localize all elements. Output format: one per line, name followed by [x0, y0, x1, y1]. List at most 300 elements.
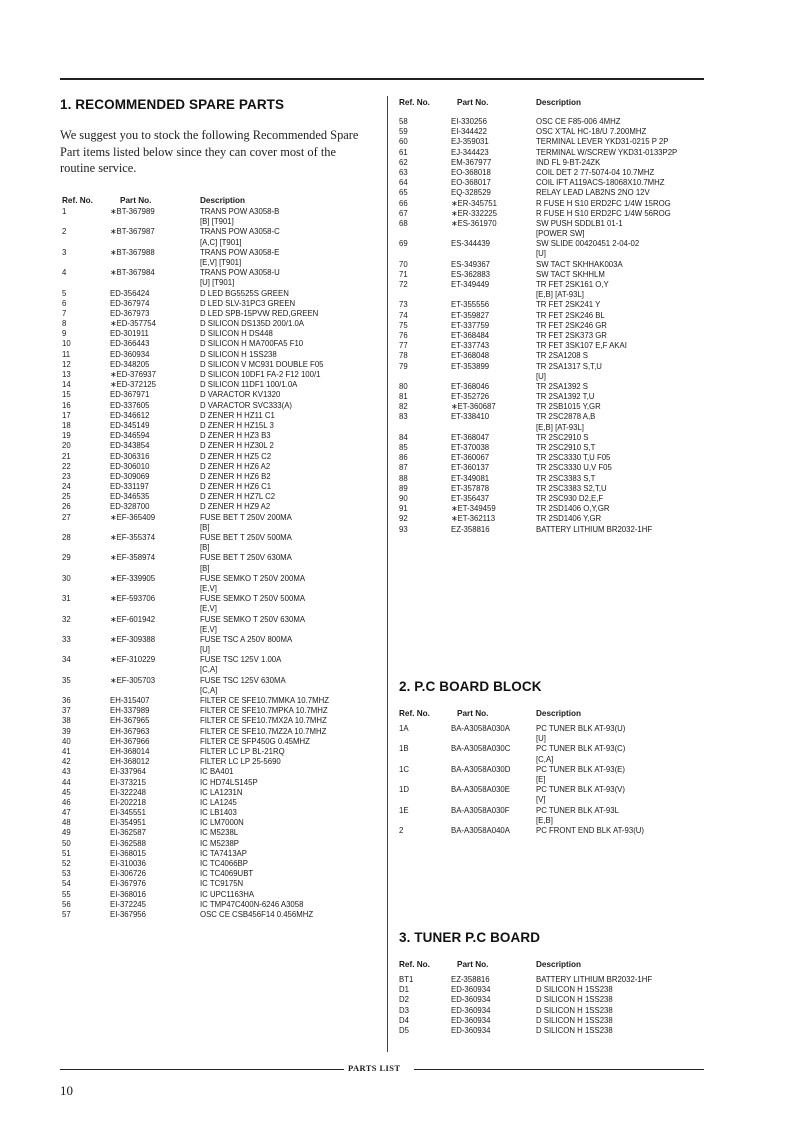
cell-description: PC TUNER BLK AT-93L	[536, 805, 619, 815]
table-row	[62, 289, 382, 299]
cell-part-no: BA-A3058A030D	[451, 764, 511, 774]
cell-ref-no: 41	[62, 746, 71, 756]
cell-description: [U] [T901]	[200, 278, 235, 288]
cell-ref-no: D1	[399, 985, 409, 995]
cell-description: D LED SPB-15PVW RED,GREEN	[200, 308, 319, 318]
cell-description: TRANS POW A3058-U	[200, 268, 280, 278]
cell-part-no: ∗EF-355374	[110, 533, 156, 542]
table-row	[399, 168, 704, 178]
cell-description: R FUSE H S10 ERD2FC 1/4W 15ROG	[536, 198, 671, 208]
cell-ref-no: D5	[399, 1025, 409, 1035]
table-row	[399, 995, 704, 1005]
cell-description: OSC X'TAL HC-18/U 7.200MHZ	[536, 127, 647, 137]
cell-part-no: ∗ER-345751	[451, 198, 497, 208]
cell-part-no: ED-306010	[110, 461, 150, 471]
header-ref-no: Ref. No.	[399, 709, 430, 718]
table-row	[399, 816, 704, 826]
cell-ref-no: BT1	[399, 975, 414, 984]
cell-part-no: EO-368017	[451, 178, 491, 188]
cell-description: IC LA1231N	[200, 787, 243, 797]
cell-ref-no: 26	[62, 502, 71, 512]
cell-description: FILTER LC LP BL-21RQ	[200, 746, 285, 756]
cell-ref-no: 50	[62, 838, 71, 848]
table-header	[399, 708, 704, 720]
table-row	[62, 890, 382, 900]
table-row	[62, 411, 382, 421]
cell-part-no: EH-368012	[110, 757, 150, 767]
cell-ref-no: 74	[399, 310, 408, 320]
cell-ref-no: 84	[399, 432, 408, 442]
table-row	[62, 543, 382, 553]
cell-part-no: EJ-359031	[451, 137, 489, 147]
cell-part-no: EM-367977	[451, 157, 492, 167]
table-row	[399, 474, 704, 484]
table-row	[399, 270, 704, 280]
cell-ref-no: 38	[62, 716, 71, 726]
table-row	[399, 806, 704, 816]
table-row	[62, 686, 382, 696]
table-row	[399, 1006, 704, 1016]
table-row	[62, 737, 382, 747]
cell-part-no: ∗ET-360687	[451, 402, 496, 412]
cell-description: TERMINAL W/SCREW YKD31-0133P2P	[536, 147, 678, 157]
table-row	[399, 785, 704, 795]
table-row	[62, 278, 382, 288]
table-row	[62, 350, 382, 360]
cell-part-no: EJ-344423	[451, 147, 489, 157]
cell-description: IC LM7000N	[200, 818, 244, 828]
cell-part-no: BA-A3058A030F	[451, 805, 510, 815]
cell-description: TERMINAL LEVER YKD31-0215 P 2P	[536, 137, 669, 147]
cell-part-no: EI-372245	[110, 899, 146, 909]
table-row	[399, 765, 704, 775]
cell-description: D LED BG5525S GREEN	[200, 288, 289, 298]
cell-ref-no: 49	[62, 828, 71, 838]
cell-description: [C,A]	[200, 685, 218, 695]
header-description: Description	[200, 196, 246, 205]
cell-part-no: ET-368484	[451, 330, 490, 340]
cell-description: TR 2SA1392 T,U	[536, 392, 595, 402]
table-row	[62, 635, 382, 645]
cell-part-no: EI-354951	[110, 818, 146, 828]
cell-ref-no: 15	[62, 390, 71, 400]
cell-part-no: ED-337605	[110, 400, 150, 410]
cell-description: FILTER LC LP 25-5690	[200, 757, 281, 767]
cell-part-no: EI-306726	[110, 869, 146, 879]
table-row	[62, 716, 382, 726]
table-row	[399, 985, 704, 995]
cell-ref-no: 77	[399, 341, 408, 351]
cell-part-no: ED-345149	[110, 420, 150, 430]
table-body	[399, 724, 704, 836]
cell-part-no: ∗ET-349459	[451, 504, 496, 514]
cell-description: TR 2SC3330 U,V F05	[536, 463, 612, 473]
page-number: 10	[60, 1083, 73, 1098]
cell-description: D SILICON H MA700FA5 F10	[200, 339, 304, 349]
cell-ref-no: 83	[399, 412, 408, 422]
cell-part-no: ET-352726	[451, 392, 490, 402]
cell-ref-no: 1E	[399, 805, 409, 815]
cell-part-no: ∗ES-361970	[451, 218, 497, 228]
cell-part-no: ∗BT-367987	[110, 227, 155, 237]
cell-ref-no: 35	[62, 675, 71, 685]
table-row	[399, 443, 704, 453]
table-body	[399, 975, 704, 1036]
table-row	[62, 319, 382, 329]
cell-description: SW TACT SKHHLM	[536, 269, 605, 279]
cell-description: TR FET 2SK246 GR	[536, 320, 607, 330]
cell-description: [C,A]	[200, 665, 218, 675]
table-row	[399, 494, 704, 504]
cell-part-no: ED-343854	[110, 441, 150, 451]
cell-description: PC FRONT END BLK AT-93(U)	[536, 825, 645, 835]
cell-part-no: ED-367971	[110, 390, 150, 400]
cell-ref-no: 1	[62, 207, 67, 216]
cell-ref-no: 1D	[399, 785, 409, 795]
table-row	[62, 859, 382, 869]
cell-part-no: ET-359827	[451, 310, 490, 320]
cell-description: IC M5238L	[200, 828, 239, 838]
cell-ref-no: 2	[62, 227, 67, 237]
table-row	[399, 1026, 704, 1036]
cell-part-no: EI-367956	[110, 909, 146, 919]
table-header	[399, 97, 704, 109]
cell-part-no: ∗EF-358974	[110, 553, 156, 563]
table-row	[399, 300, 704, 310]
cell-description: D SILICON H 1SS238	[536, 995, 613, 1005]
column-divider	[387, 96, 388, 1052]
cell-part-no: ES-344439	[451, 239, 491, 249]
cell-description: D VARACTOR SVC333(A)	[200, 400, 292, 410]
cell-description: D ZENER H HZ3 B3	[200, 431, 271, 441]
table-row	[62, 615, 382, 625]
cell-part-no: ET-360137	[451, 463, 490, 473]
table-row	[399, 423, 704, 433]
cell-part-no: ∗BT-367989	[110, 207, 155, 216]
cell-description: FILTER CE SFE10.7MPKA 10.7MHZ	[200, 706, 328, 716]
cell-description: [E,V]	[200, 624, 217, 634]
table-row	[399, 1016, 704, 1026]
cell-ref-no: 76	[399, 330, 408, 340]
cell-ref-no: D3	[399, 1005, 409, 1015]
cell-ref-no: 73	[399, 300, 408, 310]
cell-part-no: EH-367966	[110, 736, 150, 746]
cell-part-no: EH-337989	[110, 706, 150, 716]
cell-part-no: ED-367973	[110, 308, 150, 318]
table-row	[62, 380, 382, 390]
table-row	[399, 321, 704, 331]
table-row	[399, 412, 704, 422]
cell-description: [U]	[536, 371, 546, 381]
cell-ref-no: 61	[399, 147, 408, 157]
table-row	[62, 900, 382, 910]
header-ref-no: Ref. No.	[399, 98, 430, 107]
cell-ref-no: 11	[62, 349, 71, 359]
cell-ref-no: 70	[399, 259, 408, 269]
cell-description: SW SLIDE 00420451 2-04-02	[536, 239, 640, 249]
table-row	[399, 795, 704, 805]
cell-description: FUSE TSC 125V 1.00A	[200, 655, 282, 665]
cell-description: IND FL 9-BT-24ZK	[536, 157, 601, 167]
spare-parts-table-right	[399, 97, 704, 535]
table-row	[62, 482, 382, 492]
table-row	[62, 849, 382, 859]
table-row	[62, 441, 382, 451]
table-row	[399, 525, 704, 535]
cell-part-no: ∗ER-332225	[451, 208, 497, 218]
cell-part-no: BA-A3058A030E	[451, 785, 510, 795]
cell-description: TR FET 2SK246 BL	[536, 310, 605, 320]
table-row	[399, 453, 704, 463]
spare-parts-table-left	[62, 195, 382, 920]
cell-ref-no: 8	[62, 319, 67, 329]
cell-description: R FUSE H S10 ERD2FC 1/4W 56ROG	[536, 208, 671, 218]
cell-description: D ZENER H HZ6 B2	[200, 471, 271, 481]
cell-description: TRANS POW A3058-B	[200, 207, 280, 216]
table-row	[62, 258, 382, 268]
cell-description: [E,V]	[200, 583, 217, 593]
cell-description: TR 2SB1015 Y,GR	[536, 402, 601, 412]
cell-description: PC TUNER BLK AT-93(E)	[536, 764, 625, 774]
cell-description: FILTER CE SFE10.7MX2A 10.7MHZ	[200, 716, 327, 726]
cell-description: D SILICON H 1SS238	[536, 985, 613, 995]
cell-ref-no: 58	[399, 117, 408, 126]
cell-ref-no: 91	[399, 504, 408, 514]
cell-ref-no: D4	[399, 1015, 409, 1025]
cell-description: IC UPC1163HA	[200, 889, 255, 899]
cell-description: [POWER SW]	[536, 229, 585, 239]
section-title-tuner-pc-board: 3. TUNER P.C BOARD	[399, 930, 541, 945]
cell-description: FUSE SEMKO T 250V 630MA	[200, 614, 306, 624]
cell-ref-no: 88	[399, 473, 408, 483]
cell-part-no: EI-368015	[110, 848, 146, 858]
cell-ref-no: 25	[62, 492, 71, 502]
cell-description: TRANS POW A3058-E	[200, 247, 280, 257]
cell-description: TR 2SC3383 S,T	[536, 473, 596, 483]
cell-part-no: ED-309069	[110, 471, 150, 481]
table-row	[399, 402, 704, 412]
cell-description: FUSE BET T 250V 630MA	[200, 553, 292, 563]
table-row	[62, 431, 382, 441]
table-row	[62, 421, 382, 431]
cell-ref-no: 9	[62, 329, 67, 339]
cell-part-no: EO-368018	[451, 167, 491, 177]
cell-description: D ZENER H HZ15L 3	[200, 420, 274, 430]
cell-ref-no: 44	[62, 777, 71, 787]
cell-part-no: ∗EF-305703	[110, 675, 156, 685]
cell-part-no: ∗BT-367984	[110, 268, 155, 278]
cell-part-no: ET-368047	[451, 432, 490, 442]
cell-part-no: ∗EF-310229	[110, 655, 156, 665]
cell-description: TR 2SD1406 O,Y,GR	[536, 504, 610, 514]
cell-ref-no: 23	[62, 471, 71, 481]
table-row	[62, 747, 382, 757]
cell-description: TR FET 2SK241 Y	[536, 300, 601, 310]
cell-ref-no: 56	[62, 899, 71, 909]
cell-description: FUSE BET T 250V 500MA	[200, 533, 292, 542]
cell-part-no: EI-337964	[110, 767, 146, 777]
cell-description: [E]	[536, 774, 546, 784]
cell-part-no: ES-349367	[451, 259, 491, 269]
cell-ref-no: 57	[62, 909, 71, 919]
table-row	[62, 910, 382, 920]
cell-ref-no: 21	[62, 451, 71, 461]
table-row	[62, 299, 382, 309]
cell-ref-no: 48	[62, 818, 71, 828]
cell-description: [E,B] [AT-93L]	[536, 290, 584, 300]
cell-part-no: EI-322248	[110, 787, 146, 797]
cell-part-no: ∗EF-339905	[110, 573, 156, 583]
cell-ref-no: 1A	[399, 724, 409, 733]
cell-description: TR 2SC2910 S,T	[536, 443, 596, 452]
cell-ref-no: 4	[62, 268, 67, 278]
cell-part-no: ET-337759	[451, 320, 490, 330]
table-row	[62, 665, 382, 675]
cell-description: TR 2SC930 D2,E,F	[536, 493, 604, 503]
cell-description: [B] [T901]	[200, 217, 234, 227]
cell-description: [U]	[536, 249, 546, 259]
table-row	[62, 625, 382, 635]
cell-ref-no: 6	[62, 298, 67, 308]
cell-description: D SILICON H 1SS238	[536, 1015, 613, 1025]
table-row	[62, 217, 382, 227]
cell-ref-no: 46	[62, 797, 71, 807]
table-row	[399, 341, 704, 351]
cell-part-no: EH-367965	[110, 716, 150, 726]
cell-ref-no: 7	[62, 308, 67, 318]
header-part-no: Part No.	[457, 709, 489, 718]
table-row	[62, 523, 382, 533]
cell-description: D ZENER H HZ7L C2	[200, 492, 276, 502]
cell-part-no: EH-315407	[110, 696, 150, 705]
cell-part-no: ∗BT-367988	[110, 247, 155, 257]
cell-part-no: ET-356437	[451, 493, 490, 503]
cell-ref-no: 60	[399, 137, 408, 147]
cell-description: D SILICON H DS448	[200, 329, 273, 339]
cell-ref-no: 34	[62, 655, 71, 665]
table-row	[399, 178, 704, 188]
cell-part-no: ∗EF-365409	[110, 512, 156, 522]
table-row	[399, 734, 704, 744]
cell-ref-no: 33	[62, 634, 71, 644]
cell-description: COIL DET 2 77-5074-04 10.7MHZ	[536, 167, 655, 177]
cell-description: OSC CE CSB456F14 0.456MHZ	[200, 909, 314, 919]
cell-ref-no: 63	[399, 167, 408, 177]
cell-part-no: ED-366443	[110, 339, 150, 349]
cell-description: [E,V] [T901]	[200, 257, 242, 267]
cell-part-no: ED-367974	[110, 298, 150, 308]
cell-ref-no: 81	[399, 392, 408, 402]
table-row	[62, 401, 382, 411]
cell-part-no: ∗ED-357754	[110, 319, 156, 329]
table-row	[399, 117, 704, 127]
cell-description: [E,B]	[536, 815, 553, 825]
table-row	[399, 755, 704, 765]
cell-description: TR 2SC3383 S2,T,U	[536, 483, 607, 493]
cell-part-no: EI-202218	[110, 797, 146, 807]
cell-ref-no: 89	[399, 483, 408, 493]
cell-ref-no: 75	[399, 320, 408, 330]
cell-description: D ZENER H HZ5 C2	[200, 451, 272, 461]
table-row	[62, 227, 382, 237]
table-row	[62, 594, 382, 604]
cell-ref-no: 45	[62, 787, 71, 797]
cell-description: D ZENER H HZ6 A2	[200, 461, 271, 471]
cell-description: TR 2SA1317 S,T,U	[536, 361, 602, 371]
cell-part-no: EI-368016	[110, 889, 146, 899]
cell-part-no: ED-356424	[110, 288, 150, 298]
cell-part-no: ET-368048	[451, 351, 490, 361]
cell-description: FILTER CE SFP450G 0.45MHZ	[200, 736, 310, 746]
table-row	[62, 502, 382, 512]
cell-ref-no: 1C	[399, 764, 409, 774]
cell-description: IC BA401	[200, 767, 234, 777]
header-description: Description	[536, 709, 582, 718]
header-description: Description	[536, 98, 582, 107]
cell-part-no: ED-360934	[451, 1025, 491, 1035]
cell-ref-no: 10	[62, 339, 71, 349]
cell-description: [B]	[200, 563, 210, 573]
cell-part-no: ED-301911	[110, 329, 149, 339]
cell-ref-no: 3	[62, 247, 67, 257]
table-row	[399, 433, 704, 443]
cell-ref-no: 54	[62, 879, 71, 889]
table-row	[62, 645, 382, 655]
cell-description: TRANS POW A3058-C	[200, 227, 280, 237]
cell-ref-no: D2	[399, 995, 409, 1005]
table-row	[62, 655, 382, 665]
cell-ref-no: 86	[399, 453, 408, 463]
cell-ref-no: 36	[62, 696, 71, 705]
cell-description: TR 2SD1406 Y,GR	[536, 514, 602, 524]
cell-description: D ZENER H HZ9 A2	[200, 502, 271, 512]
cell-part-no: ET-360067	[451, 453, 490, 463]
cell-description: IC TC4069UBT	[200, 869, 254, 879]
table-row	[62, 696, 382, 706]
cell-ref-no: 52	[62, 859, 71, 868]
cell-ref-no: 27	[62, 512, 71, 522]
tuner-pc-board-table	[399, 959, 704, 1036]
table-row	[62, 869, 382, 879]
section-title-spare-parts: 1. RECOMMENDED SPARE PARTS	[60, 97, 285, 112]
footer-rule-right	[414, 1069, 704, 1070]
cell-description: D ZENER H HZ11 C1	[200, 410, 275, 420]
header-part-no: Part No.	[120, 196, 152, 205]
cell-ref-no: 71	[399, 269, 408, 279]
cell-description: D SILICON V MC931 DOUBLE F05	[200, 359, 324, 369]
cell-description: IC TMP47C400N-6246 A3058	[200, 899, 304, 909]
cell-description: [V]	[536, 795, 546, 805]
table-row	[62, 513, 382, 523]
cell-description: BATTERY LITHIUM BR2032-1HF	[536, 975, 653, 984]
cell-ref-no: 24	[62, 482, 71, 492]
cell-part-no: BA-A3058A030A	[451, 724, 510, 733]
table-row	[62, 706, 382, 716]
cell-ref-no: 59	[399, 127, 408, 137]
cell-description: FUSE SEMKO T 250V 500MA	[200, 594, 306, 604]
table-row	[399, 280, 704, 290]
cell-ref-no: 53	[62, 869, 71, 879]
cell-description: COIL IFT A119ACS-18068X10.7MHZ	[536, 178, 665, 188]
header-ref-no: Ref. No.	[62, 196, 93, 205]
cell-part-no: EI-310036	[110, 859, 146, 868]
cell-description: D LED SLV-31PC3 GREEN	[200, 298, 296, 308]
cell-description: D SILICON 10DF1 FA-2 F12 100/1	[200, 370, 321, 379]
table-row	[62, 564, 382, 574]
cell-part-no: EZ-358816	[451, 524, 490, 534]
cell-ref-no: 29	[62, 553, 71, 563]
cell-part-no: ET-370038	[451, 443, 490, 452]
